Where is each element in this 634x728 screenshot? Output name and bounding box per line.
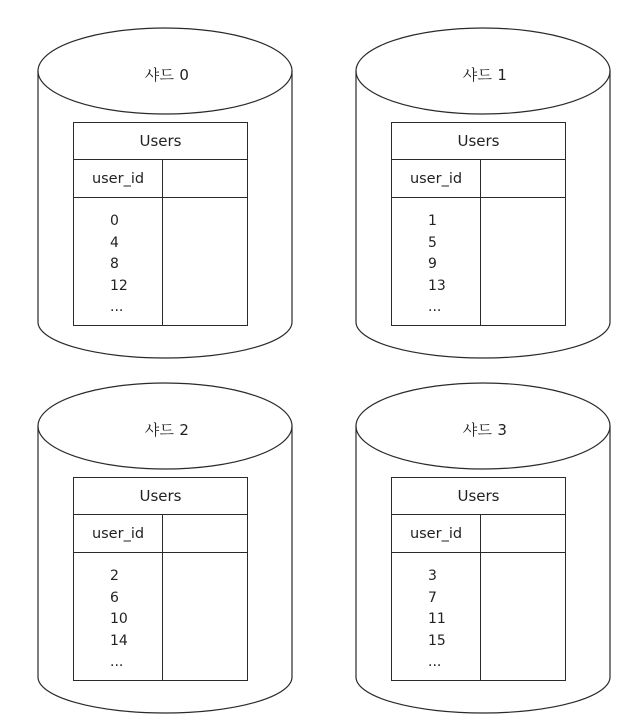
column-header-row bbox=[74, 515, 247, 553]
shard-title: 샤드 0 bbox=[144, 66, 190, 84]
column-name-user-id: user_id bbox=[91, 170, 145, 187]
user-id-value: ... bbox=[428, 654, 442, 670]
column-divider bbox=[162, 515, 163, 680]
users-table bbox=[73, 477, 248, 681]
user-id-value: 10 bbox=[110, 611, 128, 627]
user-id-value: 13 bbox=[428, 277, 446, 294]
column-name-user-id: user_id bbox=[409, 525, 463, 542]
user-id-value: 14 bbox=[110, 632, 128, 649]
shard-title: 샤드 2 bbox=[144, 421, 190, 439]
users-table bbox=[73, 122, 248, 326]
shard-cylinder-3 bbox=[354, 381, 616, 711]
user-id-value: ... bbox=[110, 299, 124, 315]
user-id-value: 8 bbox=[110, 256, 119, 272]
table-name: Users bbox=[74, 123, 247, 160]
shard-cylinder-1 bbox=[354, 26, 616, 356]
shard-title: 샤드 1 bbox=[462, 66, 508, 84]
column-divider bbox=[480, 160, 481, 325]
column-name-user-id: user_id bbox=[91, 525, 145, 542]
shard-cylinder-0 bbox=[36, 26, 298, 356]
user-id-value: 0 bbox=[110, 213, 119, 229]
column-header-row bbox=[392, 515, 565, 553]
table-name: Users bbox=[74, 478, 247, 515]
user-id-value: 15 bbox=[428, 632, 446, 649]
user-id-value: ... bbox=[110, 654, 124, 670]
user-id-values bbox=[392, 211, 480, 319]
user-id-value: ... bbox=[428, 299, 442, 315]
user-id-values bbox=[74, 566, 162, 674]
user-id-value: 9 bbox=[428, 256, 437, 272]
shard-cylinder-2 bbox=[36, 381, 298, 711]
user-id-value: 2 bbox=[110, 568, 119, 584]
column-header-row bbox=[392, 160, 565, 198]
users-table bbox=[391, 122, 566, 326]
user-id-value: 7 bbox=[428, 589, 437, 606]
column-header-row bbox=[74, 160, 247, 198]
user-id-values bbox=[74, 211, 162, 319]
shard-title: 샤드 3 bbox=[462, 421, 508, 439]
table-name: Users bbox=[392, 478, 565, 515]
user-id-value: 12 bbox=[110, 277, 128, 294]
user-id-value: 4 bbox=[110, 234, 119, 251]
table-name: Users bbox=[392, 123, 565, 160]
user-id-value: 11 bbox=[428, 611, 446, 627]
user-id-value: 6 bbox=[110, 589, 119, 606]
user-id-values bbox=[392, 566, 480, 674]
column-divider bbox=[162, 160, 163, 325]
user-id-value: 3 bbox=[428, 568, 437, 584]
user-id-value: 5 bbox=[428, 234, 437, 251]
user-id-value: 1 bbox=[428, 213, 437, 229]
column-name-user-id: user_id bbox=[409, 170, 463, 187]
users-table bbox=[391, 477, 566, 681]
column-divider bbox=[480, 515, 481, 680]
